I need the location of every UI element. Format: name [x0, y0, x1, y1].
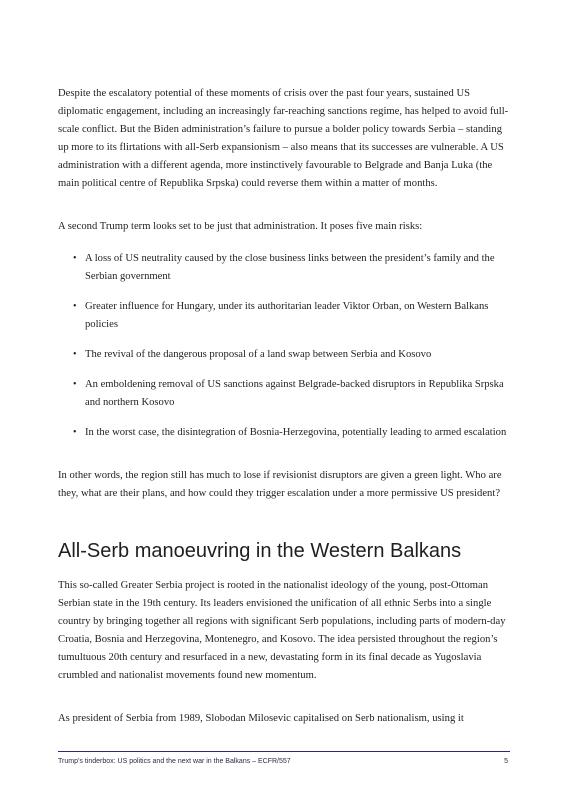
- list-item-text: A loss of US neutrality caused by the close business links between the president’s family and the Serbian government: [85, 253, 495, 282]
- paragraph-intro: Despite the escalatory potential of these moments of crisis over the past four years, sustained US diplomatic engagement, including an increasingly far-reaching sanctions regime, has helped to avoid full-scale conflict. But the Biden administration’s failure to pursue a bolder policy towards Serbia – standing up more to its flirtations with all-Serb expansionism – also means that its successes are vulnerable. A US administration with a different agenda, more instinctively favourable to Belgrade and Banja Luka (the main political centre of Republika Srpska) could reverse them within a matter of months.: [58, 88, 509, 189]
- list-item-text: In the worst case, the disintegration of Bosnia-Herzegovina, potentially leading to armed escalation: [85, 427, 507, 438]
- bullet-icon: •: [73, 253, 77, 264]
- bullet-icon: •: [73, 301, 77, 312]
- bullet-icon: •: [73, 427, 77, 438]
- section-heading: All-Serb manoeuvring in the Western Balkans: [58, 540, 462, 562]
- paragraph-conclusion: In other words, the region still has much to lose if revisionist disruptors are given a green light. Who are they, what are their plans, and how could they trigger escalation under a more permissive US president?: [58, 470, 502, 499]
- list-item: [72, 376, 512, 412]
- page-number: 5: [504, 758, 508, 765]
- list-item-text: An emboldening removal of US sanctions against Belgrade-backed disruptors in Republika Srpska and northern Kosovo: [85, 379, 504, 408]
- list-item-text: Greater influence for Hungary, under its authoritarian leader Viktor Orban, on Western Balkans policies: [85, 301, 489, 330]
- list-item: [72, 424, 512, 442]
- bullet-icon: •: [73, 349, 77, 360]
- footer-title: Trump’s tinderbox: US politics and the next war in the Balkans – ECFR/557: [58, 758, 291, 765]
- bullet-icon: •: [73, 379, 77, 390]
- list-item: [72, 298, 512, 334]
- list-item-text: The revival of the dangerous proposal of a land swap between Serbia and Kosovo: [85, 349, 432, 360]
- list-item: [72, 346, 512, 364]
- paragraph-milosevic: As president of Serbia from 1989, Slobodan Milosevic capitalised on Serb nationalism, using it: [58, 713, 464, 724]
- risk-list: [72, 250, 512, 454]
- footer-divider: [58, 751, 510, 752]
- paragraph-risks-lead: A second Trump term looks set to be just that administration. It poses five main risks:: [58, 221, 423, 232]
- paragraph-greater-serbia: This so-called Greater Serbia project is rooted in the nationalist ideology of the young, post-Ottoman Serbian state in the 19th century. Its leaders envisioned the unification of all ethnic Serbs into a single country by bringing together all regions with significant Serb populations, including parts of modern-day Croatia, Bosnia and Herzegovina, Montenegro, and Kosovo. The idea persisted throughout the region’s tumultuous 20th century and resurfaced in a new, devastating form in its final decade as Yugoslavia crumbled and nationalist movements found new momentum.: [58, 580, 506, 681]
- list-item: [72, 250, 512, 286]
